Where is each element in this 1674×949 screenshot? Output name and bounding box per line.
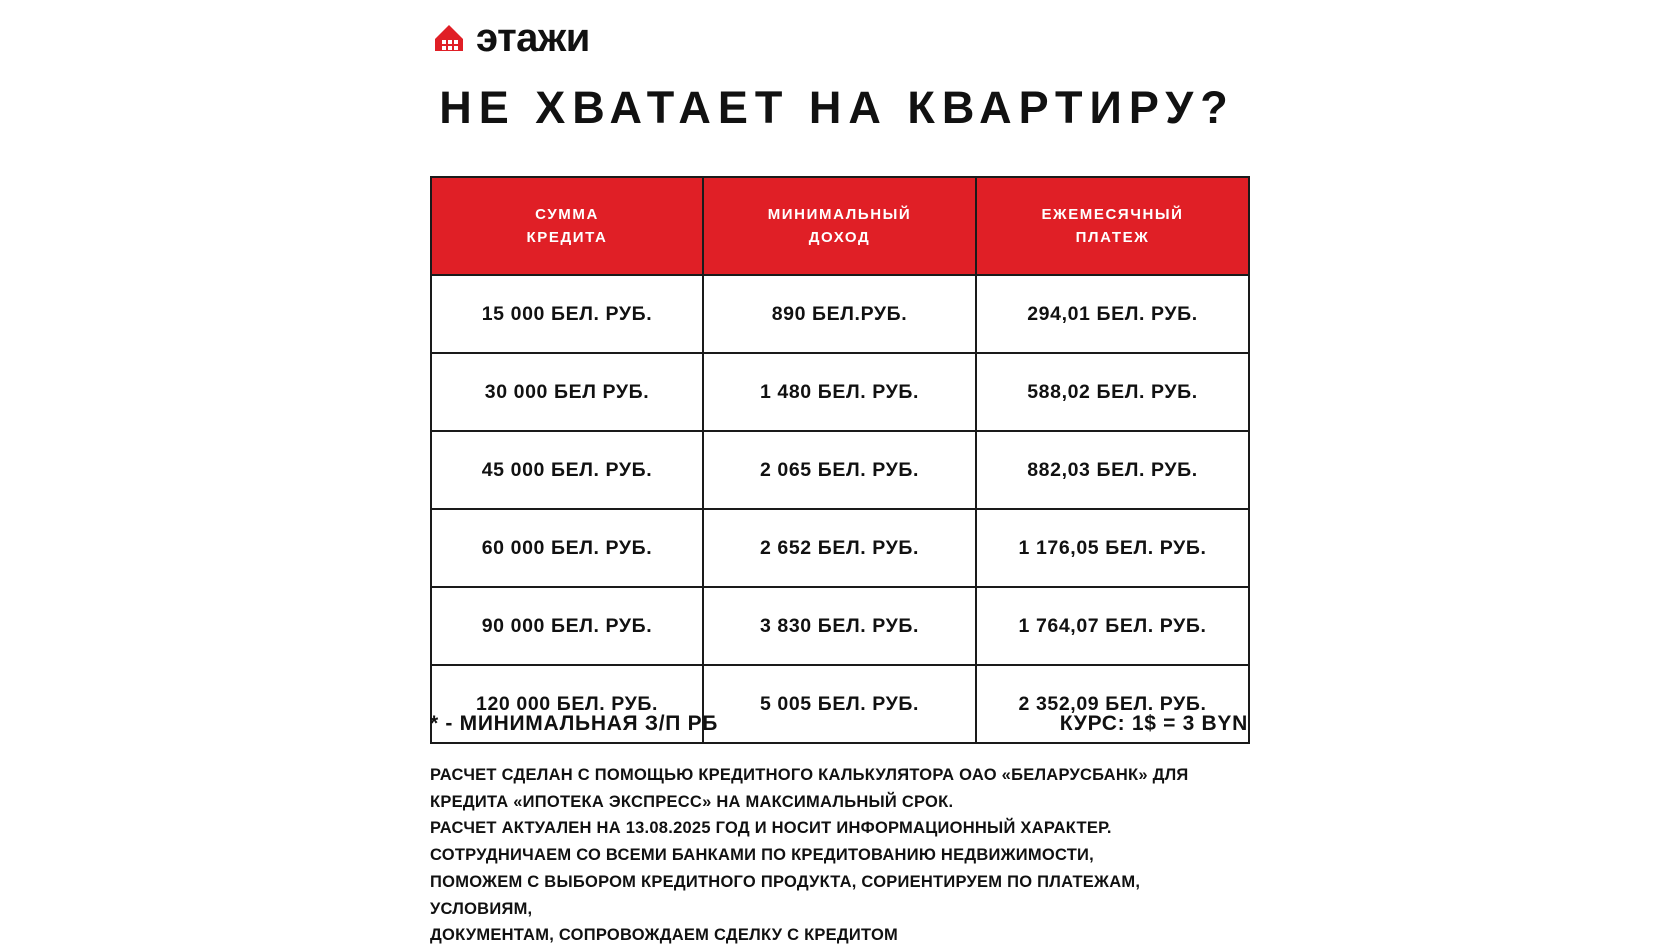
column-header-credit-sum bbox=[431, 177, 703, 275]
column-header-credit-sum-line2: КРЕДИТА bbox=[526, 229, 608, 246]
column-header-monthly-payment bbox=[976, 177, 1249, 275]
column-header-monthly-payment-line1: ЕЖЕМЕСЯЧНЫЙ bbox=[1041, 205, 1184, 223]
cell-monthly-payment: 588,02 БЕЛ. РУБ. bbox=[976, 353, 1249, 431]
table-row bbox=[431, 275, 1249, 353]
disclaimer-text bbox=[430, 762, 1230, 949]
column-header-min-income bbox=[703, 177, 976, 275]
cell-min-income: 890 БЕЛ.РУБ. bbox=[703, 275, 976, 353]
table-row bbox=[431, 509, 1249, 587]
cell-credit-sum: 120 000 БЕЛ. РУБ. bbox=[431, 665, 703, 743]
notes-row bbox=[430, 712, 1248, 736]
disclaimer-line-7: ДОКУМЕНТАМ, СОПРОВОЖДАЕМ СДЕЛКУ С КРЕДИТОМ bbox=[430, 926, 899, 945]
disclaimer-line-3: РАСЧЕТ АКТУАЛЕН НА 13.08.2025 ГОД И НОСИТ ИНФОРМАЦИОННЫЙ ХАРАКТЕР. bbox=[430, 819, 1112, 838]
credit-table bbox=[430, 176, 1250, 744]
page-title: НЕ ХВАТАЕТ НА КВАРТИРУ? bbox=[439, 82, 1235, 133]
column-header-monthly-payment-line2: ПЛАТЕЖ bbox=[1075, 229, 1150, 246]
cell-min-income: 5 005 БЕЛ. РУБ. bbox=[703, 665, 976, 743]
cell-min-income: 2 652 БЕЛ. РУБ. bbox=[703, 509, 976, 587]
disclaimer-line-5: ПОМОЖЕМ С ВЫБОРОМ КРЕДИТНОГО ПРОДУКТА, СОРИЕНТИРУЕМ ПО ПЛАТЕЖАМ, bbox=[430, 872, 1141, 891]
column-header-min-income-line1: МИНИМАЛЬНЫЙ bbox=[767, 205, 912, 223]
cell-monthly-payment: 2 352,09 БЕЛ. РУБ. bbox=[976, 665, 1249, 743]
column-header-min-income-line2: ДОХОД bbox=[808, 229, 871, 246]
table-row bbox=[431, 353, 1249, 431]
disclaimer-line-6: УСЛОВИЯМ, bbox=[430, 899, 533, 918]
disclaimer-line-2: КРЕДИТА «ИПОТЕКА ЭКСПРЕСС» НА МАКСИМАЛЬНЫЙ СРОК. bbox=[430, 792, 954, 811]
cell-monthly-payment: 882,03 БЕЛ. РУБ. bbox=[976, 431, 1249, 509]
cell-credit-sum: 30 000 БЕЛ РУБ. bbox=[431, 353, 703, 431]
note-exchange-rate: КУРС: 1$ = 3 BYN bbox=[1059, 712, 1248, 735]
table-row bbox=[431, 431, 1249, 509]
cell-monthly-payment: 294,01 БЕЛ. РУБ. bbox=[976, 275, 1249, 353]
credit-table-wrapper bbox=[430, 176, 1248, 744]
cell-min-income: 1 480 БЕЛ. РУБ. bbox=[703, 353, 976, 431]
table-header-row bbox=[431, 177, 1249, 275]
cell-min-income: 3 830 БЕЛ. РУБ. bbox=[703, 587, 976, 665]
cell-min-income: 2 065 БЕЛ. РУБ. bbox=[703, 431, 976, 509]
building-icon bbox=[432, 21, 466, 55]
brand-name: этажи bbox=[476, 16, 590, 60]
cell-credit-sum: 15 000 БЕЛ. РУБ. bbox=[431, 275, 703, 353]
cell-monthly-payment: 1 176,05 БЕЛ. РУБ. bbox=[976, 509, 1249, 587]
cell-credit-sum: 45 000 БЕЛ. РУБ. bbox=[431, 431, 703, 509]
table-row bbox=[431, 587, 1249, 665]
brand-logo bbox=[432, 18, 590, 58]
column-header-credit-sum-line1: СУММА bbox=[535, 205, 599, 223]
cell-credit-sum: 60 000 БЕЛ. РУБ. bbox=[431, 509, 703, 587]
note-min-salary: * - МИНИМАЛЬНАЯ З/П РБ bbox=[430, 712, 719, 735]
disclaimer-line-1: РАСЧЕТ СДЕЛАН С ПОМОЩЬЮ КРЕДИТНОГО КАЛЬКУЛЯТОРА ОАО «БЕЛАРУСБАНК» ДЛЯ bbox=[430, 766, 1189, 784]
cell-monthly-payment: 1 764,07 БЕЛ. РУБ. bbox=[976, 587, 1249, 665]
disclaimer-line-4: СОТРУДНИЧАЕМ СО ВСЕМИ БАНКАМИ ПО КРЕДИТОВАНИЮ НЕДВИЖИМОСТИ, bbox=[430, 846, 1095, 865]
cell-credit-sum: 90 000 БЕЛ. РУБ. bbox=[431, 587, 703, 665]
